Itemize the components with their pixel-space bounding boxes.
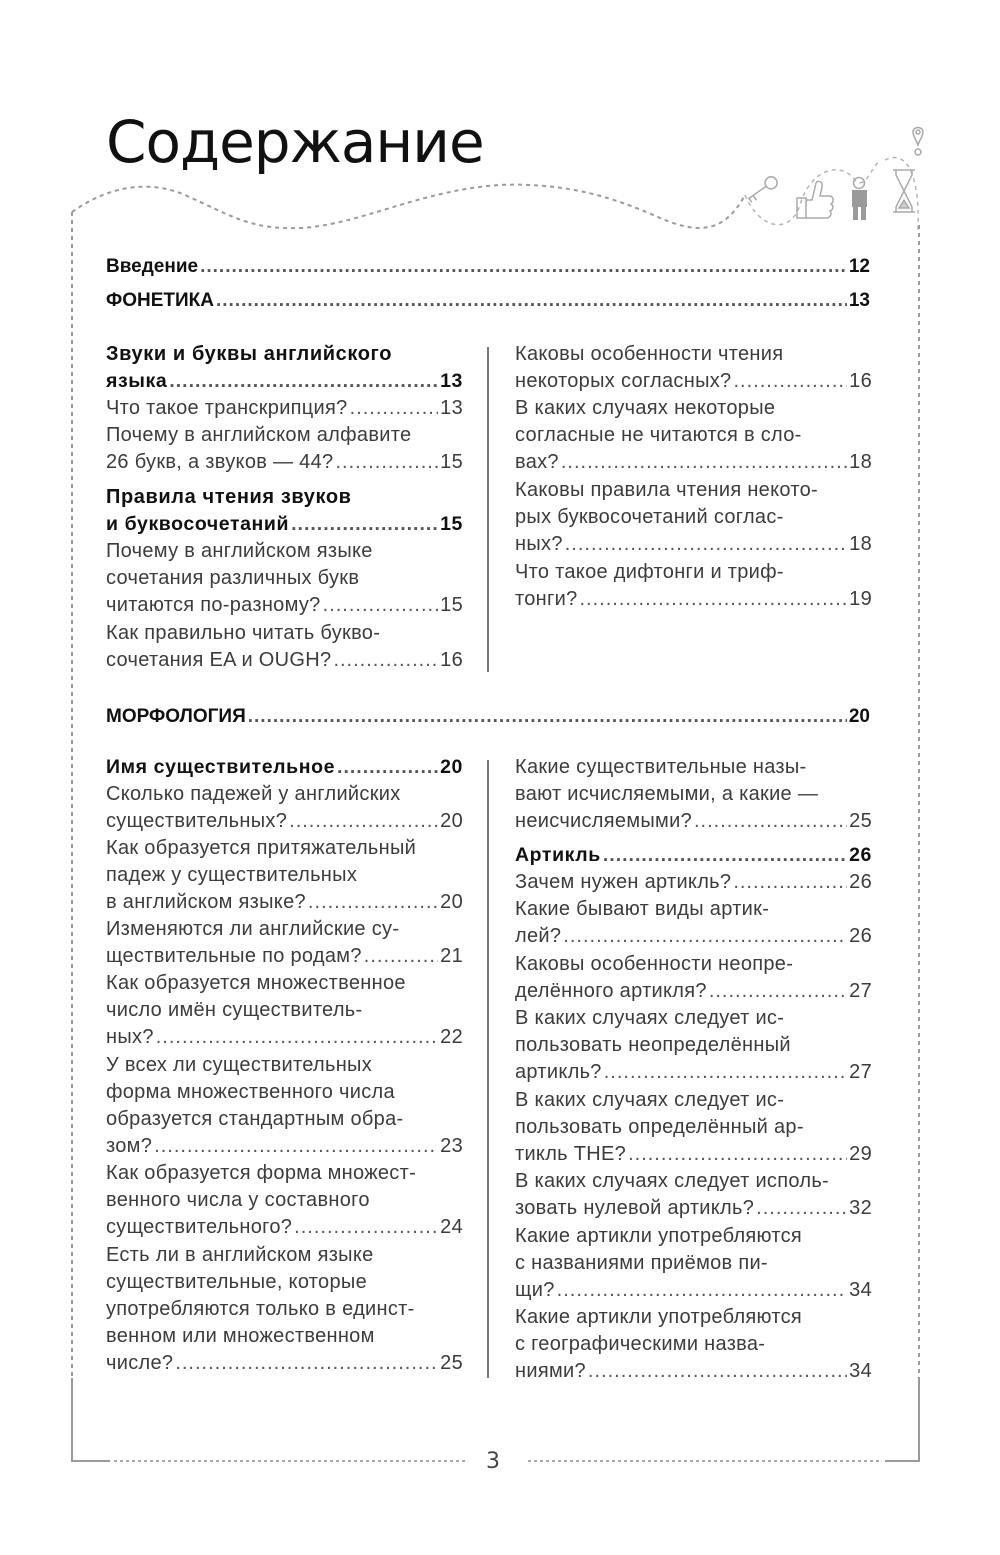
toc-entry-last-line	[106, 1350, 463, 1377]
toc-page: 34	[849, 1279, 872, 1301]
toc-chapter-morphology[interactable]	[106, 703, 870, 730]
leader-dots	[565, 531, 847, 558]
toc-entry-line	[515, 422, 802, 449]
toc-label: зом?	[106, 1135, 153, 1157]
toc-entry-last-line	[106, 943, 463, 970]
toc-label: Правила чтения звуков	[106, 486, 352, 508]
toc-entry-line	[515, 1331, 765, 1358]
toc-label: венном или множественном	[106, 1325, 375, 1347]
leader-dots	[733, 368, 847, 395]
toc-page: 20	[440, 891, 463, 913]
toc-entry-last-line	[106, 1214, 463, 1241]
toc-label: пользовать неопределённый	[515, 1034, 791, 1056]
leader-dots	[709, 978, 847, 1005]
toc-page: 20	[440, 756, 463, 778]
page-title: Содержание	[106, 108, 484, 176]
toc-entry-last-line	[515, 1277, 872, 1304]
toc-chapter-phonetics[interactable]	[106, 287, 870, 314]
toc-entry-line	[515, 1223, 802, 1250]
toc-label: употребляются только в единст-	[106, 1298, 415, 1320]
toc-page: 19	[849, 588, 872, 610]
toc-label: Каковы особенности чтения	[515, 343, 784, 365]
toc-page: 16	[849, 370, 872, 392]
toc-entry-line	[106, 1269, 367, 1296]
toc-label: Что такое дифтонги и триф-	[515, 561, 784, 583]
toc-label: В каких случаях следует исполь-	[515, 1170, 829, 1192]
toc-entry-last-line	[515, 449, 872, 476]
toc-label: с географическими назва-	[515, 1333, 766, 1355]
toc-label: ных?	[106, 1026, 154, 1048]
toc-entry-line	[515, 395, 775, 422]
toc-label: делённого артикля?	[515, 980, 707, 1002]
toc-label: сочетания EA и OUGH?	[106, 649, 332, 671]
wavy-border	[72, 185, 745, 229]
toc-label: лей?	[515, 925, 562, 947]
leader-dots	[216, 287, 847, 314]
toc-page: 26	[849, 871, 872, 893]
toc-label: Как образуется форма множест-	[106, 1162, 417, 1184]
toc-entry-line	[106, 1323, 375, 1350]
toc-entry-last-line	[515, 531, 872, 558]
toc-label: артикль?	[515, 1061, 602, 1083]
toc-entry-last-line	[106, 754, 463, 781]
toc-page: 13	[440, 370, 463, 392]
leader-dots	[563, 923, 847, 950]
toc-label: ных?	[515, 533, 563, 555]
toc-label: Артикль	[515, 844, 601, 866]
toc-entry-line	[106, 862, 357, 889]
toc-entry-last-line	[515, 923, 872, 950]
toc-entry-line	[515, 754, 807, 781]
toc-chapter-introduction[interactable]	[106, 253, 870, 280]
toc-entry-line	[515, 1087, 784, 1114]
toc-entry-last-line	[106, 1133, 463, 1160]
leader-dots	[175, 1350, 438, 1377]
toc-entry-last-line	[515, 1358, 872, 1385]
toc-page: 21	[440, 945, 463, 967]
toc-entry-line	[106, 341, 463, 368]
toc-label: существительных?	[106, 810, 288, 832]
toc-entry-line	[106, 970, 406, 997]
leader-dots	[333, 647, 438, 674]
toc-entry-last-line	[515, 1059, 872, 1086]
toc-entry-line	[515, 896, 769, 923]
toc-entry-line	[106, 422, 463, 449]
toc-entry-line	[515, 1005, 784, 1032]
toc-label: Какие артикли употребляются	[515, 1306, 803, 1328]
toc-label: У всех ли существительных	[106, 1054, 373, 1076]
toc-entry-last-line	[515, 368, 872, 395]
toc-label: тонги?	[515, 588, 578, 610]
toc-page: 27	[849, 980, 872, 1002]
toc-page: 18	[849, 533, 872, 555]
toc-entry-line	[515, 1032, 791, 1059]
toc-entry-line	[106, 1052, 372, 1079]
toc-page: 23	[440, 1135, 463, 1157]
toc-page: 13	[848, 290, 870, 311]
toc-page: 26	[849, 844, 872, 866]
toc-label: читаются по-разному?	[106, 594, 321, 616]
toc-page: 15	[440, 513, 463, 535]
toc-page: 22	[440, 1026, 463, 1048]
toc-page: 32	[849, 1197, 872, 1219]
leader-dots	[154, 1133, 438, 1160]
toc-label: Почему в английском языке	[106, 540, 373, 562]
toc-label: Звуки и буквы английского	[106, 343, 393, 365]
toc-entry-line	[106, 1079, 395, 1106]
leader-dots	[323, 592, 439, 619]
toc-label: Каковы правила чтения некото-	[515, 479, 818, 501]
toc-label: ществительные по родам?	[106, 945, 362, 967]
leader-dots	[335, 449, 438, 476]
toc-page: 13	[440, 397, 463, 419]
toc-page: 34	[849, 1360, 872, 1382]
toc-label: Введение	[106, 256, 199, 277]
toc-entry-line	[106, 484, 463, 511]
toc-label: в английском языке?	[106, 891, 306, 913]
toc-entry-line	[106, 620, 380, 647]
key-icon	[745, 174, 780, 203]
leader-dots	[588, 1358, 847, 1385]
toc-label: существительные, которые	[106, 1271, 367, 1293]
toc-entry-line	[106, 781, 401, 808]
leader-dots	[694, 808, 847, 835]
leader-dots	[628, 1141, 847, 1168]
toc-label: Изменяются ли английские су-	[106, 918, 400, 940]
toc-entry-last-line	[106, 395, 463, 422]
toc-label: Имя существительное	[106, 756, 336, 778]
leader-dots	[308, 889, 438, 916]
toc-entry-line	[106, 1296, 415, 1323]
toc-label: Есть ли в английском языке	[106, 1244, 374, 1266]
toc-label: падеж у существительных	[106, 864, 358, 886]
toc-page: 16	[440, 649, 463, 671]
toc-page: 15	[440, 594, 463, 616]
toc-label: числе?	[106, 1352, 174, 1374]
leader-dots	[364, 943, 438, 970]
toc-label: Какие существительные назы-	[515, 756, 807, 778]
toc-entry-last-line	[515, 978, 872, 1005]
toc-label: Как правильно читать букво-	[106, 622, 381, 644]
toc-entry-line	[106, 916, 399, 943]
toc-entry-last-line	[106, 449, 463, 476]
leader-dots	[248, 703, 847, 730]
toc-entry-last-line	[515, 842, 872, 869]
toc-label: и буквосочетаний	[106, 513, 290, 535]
toc-entry-line	[106, 997, 362, 1024]
toc-label: Почему в английском алфавите	[106, 424, 412, 446]
toc-entry-line	[515, 1304, 802, 1331]
toc-page: 18	[849, 451, 872, 473]
toc-entry-line	[106, 538, 373, 565]
toc-entry-last-line	[106, 889, 463, 916]
toc-entry-last-line	[106, 592, 463, 619]
toc-entry-line	[106, 1187, 370, 1214]
leader-dots	[294, 1214, 438, 1241]
toc-entry-last-line	[515, 808, 872, 835]
toc-entry-last-line	[515, 1141, 872, 1168]
leader-dots	[733, 869, 847, 896]
toc-entry-line	[106, 565, 359, 592]
toc-entry-line	[106, 835, 416, 862]
toc-label: МОРФОЛОГИЯ	[106, 706, 246, 727]
leader-dots	[200, 253, 847, 280]
leader-dots	[557, 1277, 847, 1304]
toc-label: рых буквосочетаний соглас-	[515, 506, 784, 528]
toc-label: Как образуется множественное	[106, 972, 406, 994]
toc-label: В каких случаях некоторые	[515, 397, 776, 419]
toc-entry-line	[515, 951, 793, 978]
toc-label: вают исчисляемыми, а какие —	[515, 783, 819, 805]
toc-label: Какие артикли употребляются	[515, 1225, 803, 1247]
toc-page: 27	[849, 1061, 872, 1083]
toc-label: ниями?	[515, 1360, 586, 1382]
toc-label: щи?	[515, 1279, 555, 1301]
page-number: 3	[486, 1449, 500, 1474]
toc-label: Какие бывают виды артик-	[515, 898, 770, 920]
leader-dots	[337, 754, 438, 781]
toc-page: 25	[849, 810, 872, 832]
toc-page: 15	[440, 451, 463, 473]
toc-entry-line	[515, 559, 784, 586]
toc-label: существительного?	[106, 1216, 293, 1238]
toc-entry-last-line	[106, 368, 463, 395]
toc-entry-line	[515, 1250, 768, 1277]
toc-page: 24	[440, 1216, 463, 1238]
toc-label: Как образуется притяжательный	[106, 837, 417, 859]
toc-label: тикль THE?	[515, 1143, 627, 1165]
toc-entry-last-line	[106, 808, 463, 835]
toc-entry-line	[515, 504, 784, 531]
toc-entry-line	[106, 1106, 403, 1133]
toc-label: В каких случаях следует ис-	[515, 1089, 785, 1111]
toc-entry-last-line	[106, 511, 463, 538]
toc-label: Зачем нужен артикль?	[515, 871, 732, 893]
toc-label: В каких случаях следует ис-	[515, 1007, 785, 1029]
leader-dots	[291, 511, 438, 538]
toc-page: 20	[440, 810, 463, 832]
leader-dots	[603, 842, 847, 869]
toc-label: языка	[106, 370, 168, 392]
leader-dots	[350, 395, 439, 422]
thumbs-up-icon	[797, 181, 833, 218]
toc-entry-line	[515, 1114, 804, 1141]
person-icon	[852, 178, 867, 221]
toc-label: Что такое транскрипция?	[106, 397, 348, 419]
toc-entry-line	[515, 477, 818, 504]
toc-label: 26 букв, а звуков — 44?	[106, 451, 334, 473]
toc-page: 20	[848, 706, 870, 727]
toc-page: 25	[440, 1352, 463, 1374]
toc-entry-line	[106, 1160, 416, 1187]
toc-label: венного числа у составного	[106, 1189, 370, 1211]
toc-label: Каковы особенности неопре-	[515, 953, 794, 975]
toc-label: вах?	[515, 451, 559, 473]
toc-entry-line	[515, 341, 783, 368]
toc-label: некоторых согласных?	[515, 370, 732, 392]
leader-dots	[289, 808, 438, 835]
leader-dots	[156, 1024, 438, 1051]
toc-entry-line	[515, 1168, 829, 1195]
toc-entry-last-line	[515, 869, 872, 896]
toc-page: 26	[849, 925, 872, 947]
toc-label: согласные не читаются в сло-	[515, 424, 802, 446]
toc-label: ФОНЕТИКА	[106, 290, 214, 311]
toc-entry-last-line	[106, 647, 463, 674]
toc-label: пользовать определённый ар-	[515, 1116, 804, 1138]
leader-dots	[756, 1195, 847, 1222]
leader-dots	[604, 1059, 847, 1086]
toc-label: форма множественного числа	[106, 1081, 395, 1103]
toc-page: 29	[849, 1143, 872, 1165]
toc-entry-last-line	[515, 1195, 872, 1222]
toc-label: образуется стандартным обра-	[106, 1108, 404, 1130]
toc-entry-line	[106, 1242, 374, 1269]
toc-label: Сколько падежей у английских	[106, 783, 401, 805]
toc-entry-last-line	[515, 586, 872, 613]
toc-entry-last-line	[106, 1024, 463, 1051]
toc-label: число имён существитель-	[106, 999, 363, 1021]
hourglass-icon	[893, 170, 915, 212]
toc-label: неисчисляемыми?	[515, 810, 692, 832]
toc-page: 12	[848, 256, 870, 277]
leader-dots	[169, 368, 438, 395]
leader-dots	[580, 586, 848, 613]
toc-label: сочетания различных букв	[106, 567, 360, 589]
toc-label: зовать нулевой артикль?	[515, 1197, 755, 1219]
toc-label: с названиями приёмов пи-	[515, 1252, 768, 1274]
toc-entry-line	[515, 781, 818, 808]
location-pin-icon	[913, 128, 923, 156]
leader-dots	[561, 449, 847, 476]
